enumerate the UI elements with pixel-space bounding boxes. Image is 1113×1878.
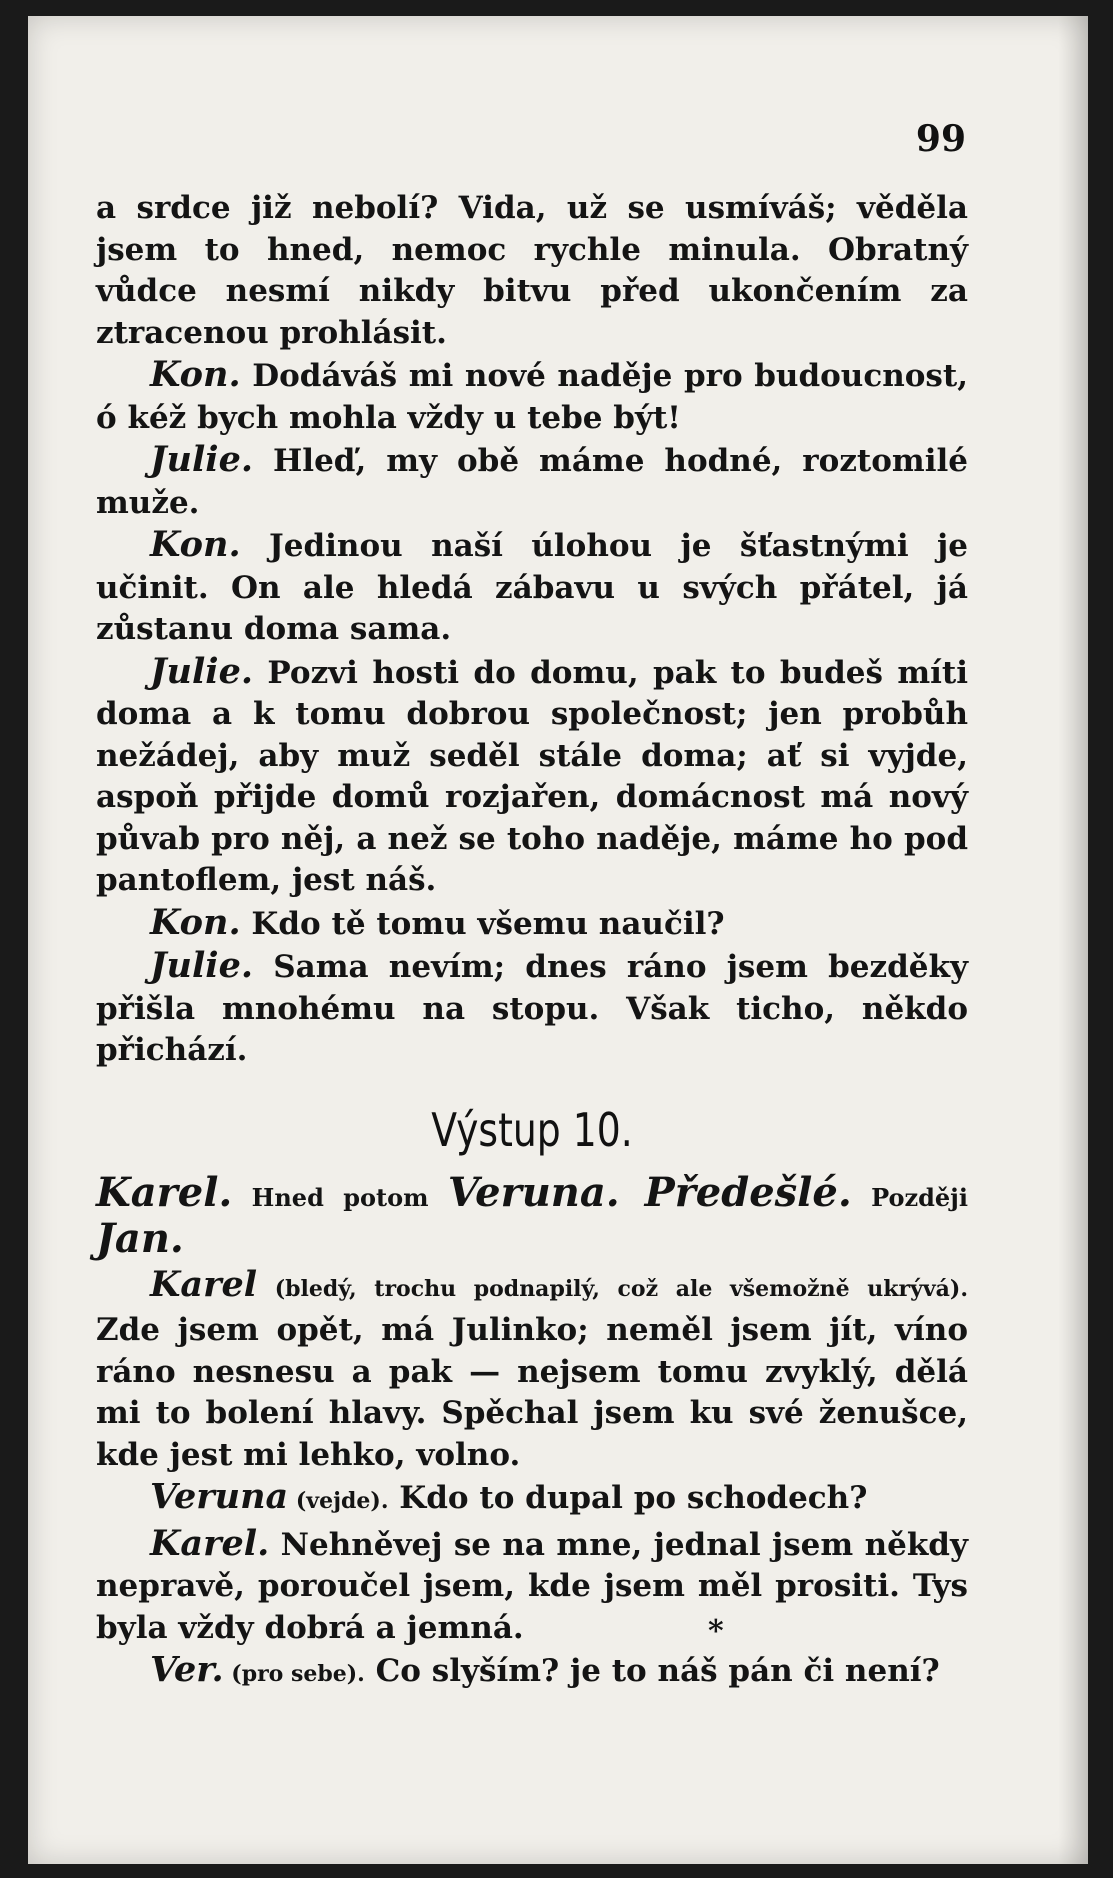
dialogue-line (96, 439, 968, 524)
page-number: 99 (915, 118, 966, 160)
dialogue-text: Dodáváš mi nové naděje pro budoucnost, ó kéž bych mohla vždy u tebe být! (96, 358, 968, 436)
dialogue-line (96, 1264, 968, 1477)
signature-mark: * (708, 1614, 724, 1649)
dialogue-text: Pozvi hosti do domu, pak to budeš míti doma a k tomu dobrou společnost; jen probůh nežádej, aby muž seděl stále doma; ať si vyjde, aspoň přijde domů rozjařen, domácnost má nový půvab pro něj, a než se toho naděje, máme ho pod pantoflem, jest náš. (96, 654, 968, 898)
stage-direction: (bledý, trochu podnapilý, což ale všemožně ukrývá). (257, 1275, 968, 1302)
dialogue-line (96, 945, 968, 1072)
cast-name: Karel. (96, 1168, 233, 1216)
dialogue-line (96, 651, 968, 902)
speaker-name: Julie. (150, 650, 254, 692)
speaker-name: Kon. (150, 524, 241, 565)
dialogue-line (96, 524, 968, 651)
dialogue-text: Zde jsem opět, má Julinko; neměl jsem jít, víno ráno nesnesu a pak — nejsem tomu zvyklý, dělá mi to bolení hlavy. Spěchal jsem ku své ženušce, kde jest mi lehko, volno. (96, 1312, 968, 1473)
paragraph-text: a srdce již nebolí? Vida, už se usmíváš; věděla jsem to hned, nemoc rychle minula. Obratný vůdce nesmí nikdy bitvu před ukončením za ztracenou prohlásit. (96, 190, 968, 351)
cast-name: Předešlé. (619, 1168, 852, 1216)
speaker-name: Julie. (150, 439, 254, 480)
dialogue-text: Nehněvej se na mne, jednal jsem někdy nepravě, poroučel jsem, kde jsem měl prositi. Tys byla vždy dobrá a jemná. (96, 1526, 968, 1646)
speaker-name: Veruna (150, 1476, 289, 1517)
dialogue-line (96, 1649, 968, 1696)
dialogue-text: Jedinou naší úlohou je šťastnými je učinit. On ale hledá zábavu u svých přátel, já zůstanu doma sama. (96, 528, 968, 647)
dialogue-line (96, 354, 968, 439)
dialogue-text: Co slyším? je to náš pán či není? (364, 1653, 940, 1689)
dialogue-line (96, 1523, 968, 1650)
dialogue-text: Sama nevím; dnes ráno jsem bezděky přišla mnohému na stopu. Však ticho, někdo přichází. (96, 949, 968, 1068)
dialogue-text: Hleď, my obě máme hodné, roztomilé muže. (96, 443, 968, 521)
cast-name: Veruna. (447, 1168, 620, 1216)
cast-list (96, 1168, 968, 1264)
paragraph (96, 188, 968, 354)
cast-name: Jan. (96, 1215, 184, 1262)
speaker-name: Karel. (150, 1522, 270, 1564)
speaker-name: Julie. (150, 945, 254, 986)
speaker-name: Kon. (150, 901, 241, 943)
dialogue-text: Kdo tě tomu všemu naučil? (240, 905, 725, 942)
dialogue-line (96, 902, 968, 946)
stage-direction: (vejde). (288, 1488, 389, 1514)
cast-connector: Hned potom (232, 1182, 448, 1212)
body-text (96, 188, 968, 1696)
stage-direction: (pro sebe). (223, 1661, 365, 1687)
dialogue-text: Kdo to dupal po schodech? (388, 1480, 868, 1516)
speaker-name: Kon. (150, 354, 241, 395)
speaker-name: Ver. (150, 1649, 224, 1690)
book-page (28, 16, 1088, 1864)
cast-connector: Později (851, 1182, 968, 1212)
scene-heading: Výstup 10. (431, 1102, 633, 1157)
dialogue-line (96, 1476, 968, 1523)
speaker-name: Karel (150, 1263, 258, 1305)
